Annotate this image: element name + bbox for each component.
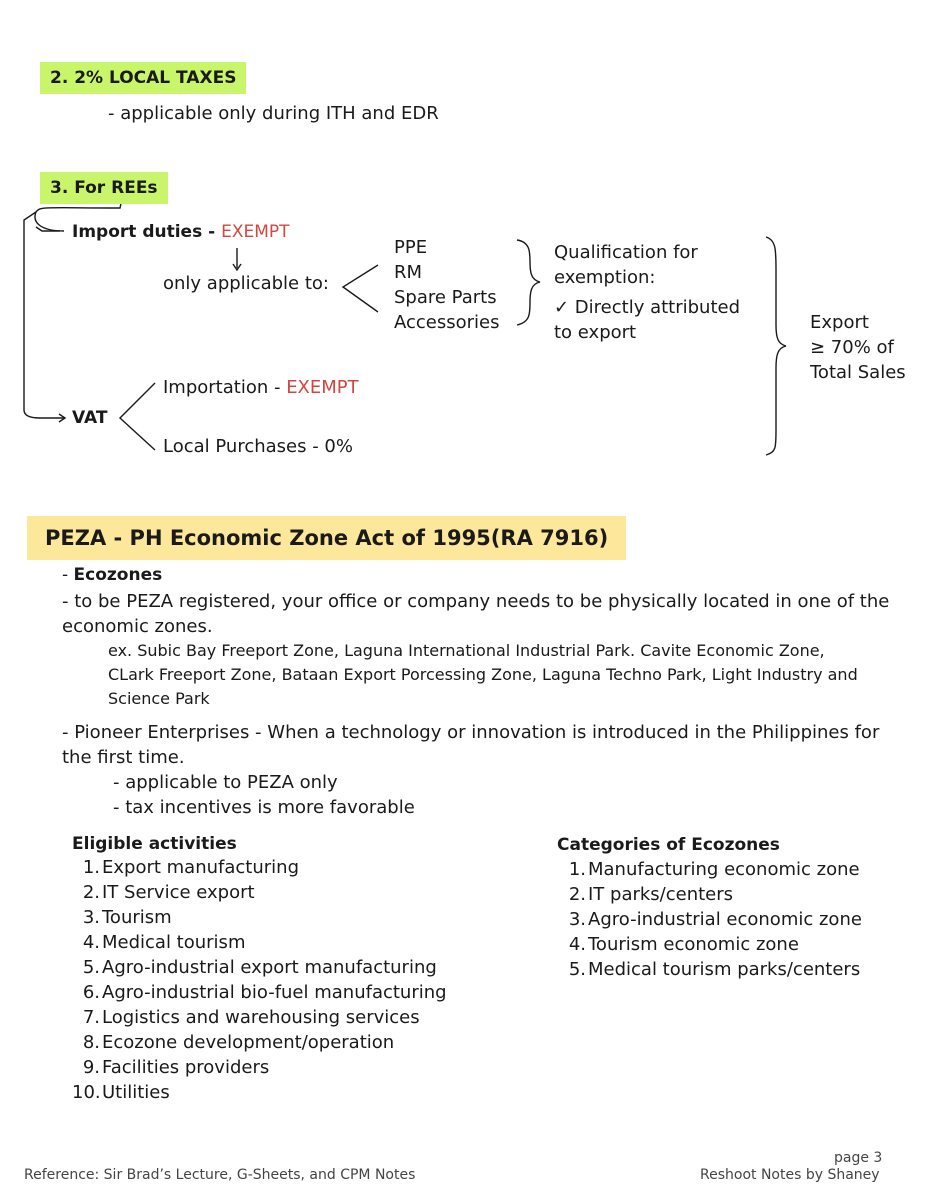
list-text: Utilities [102,1082,170,1103]
pioneer-sub-1: - applicable to PEZA only [113,772,338,793]
ecozones-label: Ecozones [73,565,163,585]
eligible-list [72,855,447,1105]
list-text: Agro-industrial bio-fuel manufacturing [102,982,447,1003]
footer-page-number: page 3 [834,1150,883,1166]
list-item [558,857,862,882]
qualification-criteria-2: to export [554,322,637,343]
list-item [72,1005,447,1030]
eligible-heading: Eligible activities [72,834,237,854]
qualification-criteria-1: ✓ Directly attributed [554,297,741,318]
export-line-2: ≥ 70% of [810,337,894,358]
list-text: Manufacturing economic zone [588,859,860,880]
list-text: Export manufacturing [102,857,299,878]
importation-row [163,377,359,398]
qualification-heading-1: Qualification for [554,242,698,263]
pioneer-line-2: the first time. [62,747,185,768]
list-number: 1. [568,859,586,880]
categories-list [558,857,862,982]
importation-status: EXEMPT [286,377,359,398]
applicable-item: RM [394,262,423,283]
list-number: 5. [568,959,586,980]
section-title-local-taxes: 2. 2% LOCAL TAXES [40,62,246,94]
list-number: 4. [568,934,586,955]
local-purchases: Local Purchases - 0% [163,436,353,457]
peza-title: PEZA - PH Economic Zone Act of 1995(RA 7916) [27,516,626,560]
qualification-block [554,240,740,345]
export-line-1: Export [810,312,869,333]
list-item [72,905,447,930]
list-number: 1. [82,857,100,878]
list-text: Agro-industrial export manufacturing [102,957,437,978]
export-line-3: Total Sales [810,362,906,383]
section-title-rees: 3. For REEs [40,172,168,204]
list-number: 2. [568,884,586,905]
footer-credit: Reshoot Notes by Shaney [700,1167,880,1183]
ecozones-prefix: - [62,565,74,585]
example-line-2: CLark Freeport Zone, Bataan Export Porcessing Zone, Laguna Techno Park, Light Industry and [108,665,858,684]
list-item [72,1055,447,1080]
list-number: 6. [82,982,100,1003]
categories-heading: Categories of Ecozones [557,835,780,855]
list-item [72,930,447,955]
local-taxes-note: - applicable only during ITH and EDR [108,103,439,124]
pioneer-text [62,720,879,770]
list-item [558,932,862,957]
example-line-3: Science Park [108,689,210,708]
pioneer-line-1: - Pioneer Enterprises - When a technology or innovation is introduced in the Philippines for [62,722,880,743]
qualification-heading-2: exemption: [554,267,656,288]
example-line-1: ex. Subic Bay Freeport Zone, Laguna International Industrial Park. Cavite Economic Zone, [108,641,825,660]
list-number: 9. [82,1057,100,1078]
footer-reference: Reference: Sir Brad’s Lecture, G-Sheets, and CPM Notes [24,1167,416,1183]
peza-registered-line-1: - to be PEZA registered, your office or company needs to be physically located in one of the [62,591,890,612]
list-number: 3. [568,909,586,930]
import-duties-label: Import duties - [72,222,222,242]
applicable-item: Accessories [394,312,500,333]
pioneer-sub-2: - tax incentives is more favorable [113,797,415,818]
applicable-item: PPE [394,237,428,258]
list-item [72,980,447,1005]
list-text: IT Service export [102,882,255,903]
applicable-item: Spare Parts [394,287,497,308]
list-text: Medical tourism [102,932,246,953]
import-duties-row [72,222,290,242]
list-number: 7. [82,1007,100,1028]
list-item [72,880,447,905]
list-number: 10. [72,1082,101,1103]
list-item [72,955,447,980]
list-item [72,855,447,880]
peza-registered-line-2: economic zones. [62,616,213,637]
ecozones-row [62,565,162,585]
list-text: Tourism economic zone [588,934,799,955]
list-text: Agro-industrial economic zone [588,909,862,930]
list-number: 3. [82,907,100,928]
list-text: Logistics and warehousing services [102,1007,420,1028]
ecozone-examples [108,639,858,711]
list-item [558,907,862,932]
list-number: 4. [82,932,100,953]
list-text: IT parks/centers [588,884,734,905]
list-item [558,882,862,907]
list-item [72,1030,447,1055]
export-threshold [810,310,906,385]
importation-label: Importation - [163,377,287,398]
pioneer-subpoints [113,770,415,820]
peza-registered-text [62,589,889,639]
list-text: Ecozone development/operation [102,1032,395,1053]
list-number: 2. [82,882,100,903]
list-number: 8. [82,1032,100,1053]
only-applicable-label: only applicable to: [163,273,329,294]
import-duties-status: EXEMPT [221,222,290,242]
list-text: Facilities providers [102,1057,270,1078]
applicable-items-list [394,235,500,335]
list-text: Medical tourism parks/centers [588,959,861,980]
list-text: Tourism [102,907,172,928]
list-item [558,957,862,982]
vat-label: VAT [72,408,108,428]
list-number: 5. [82,957,100,978]
list-item [72,1080,447,1105]
